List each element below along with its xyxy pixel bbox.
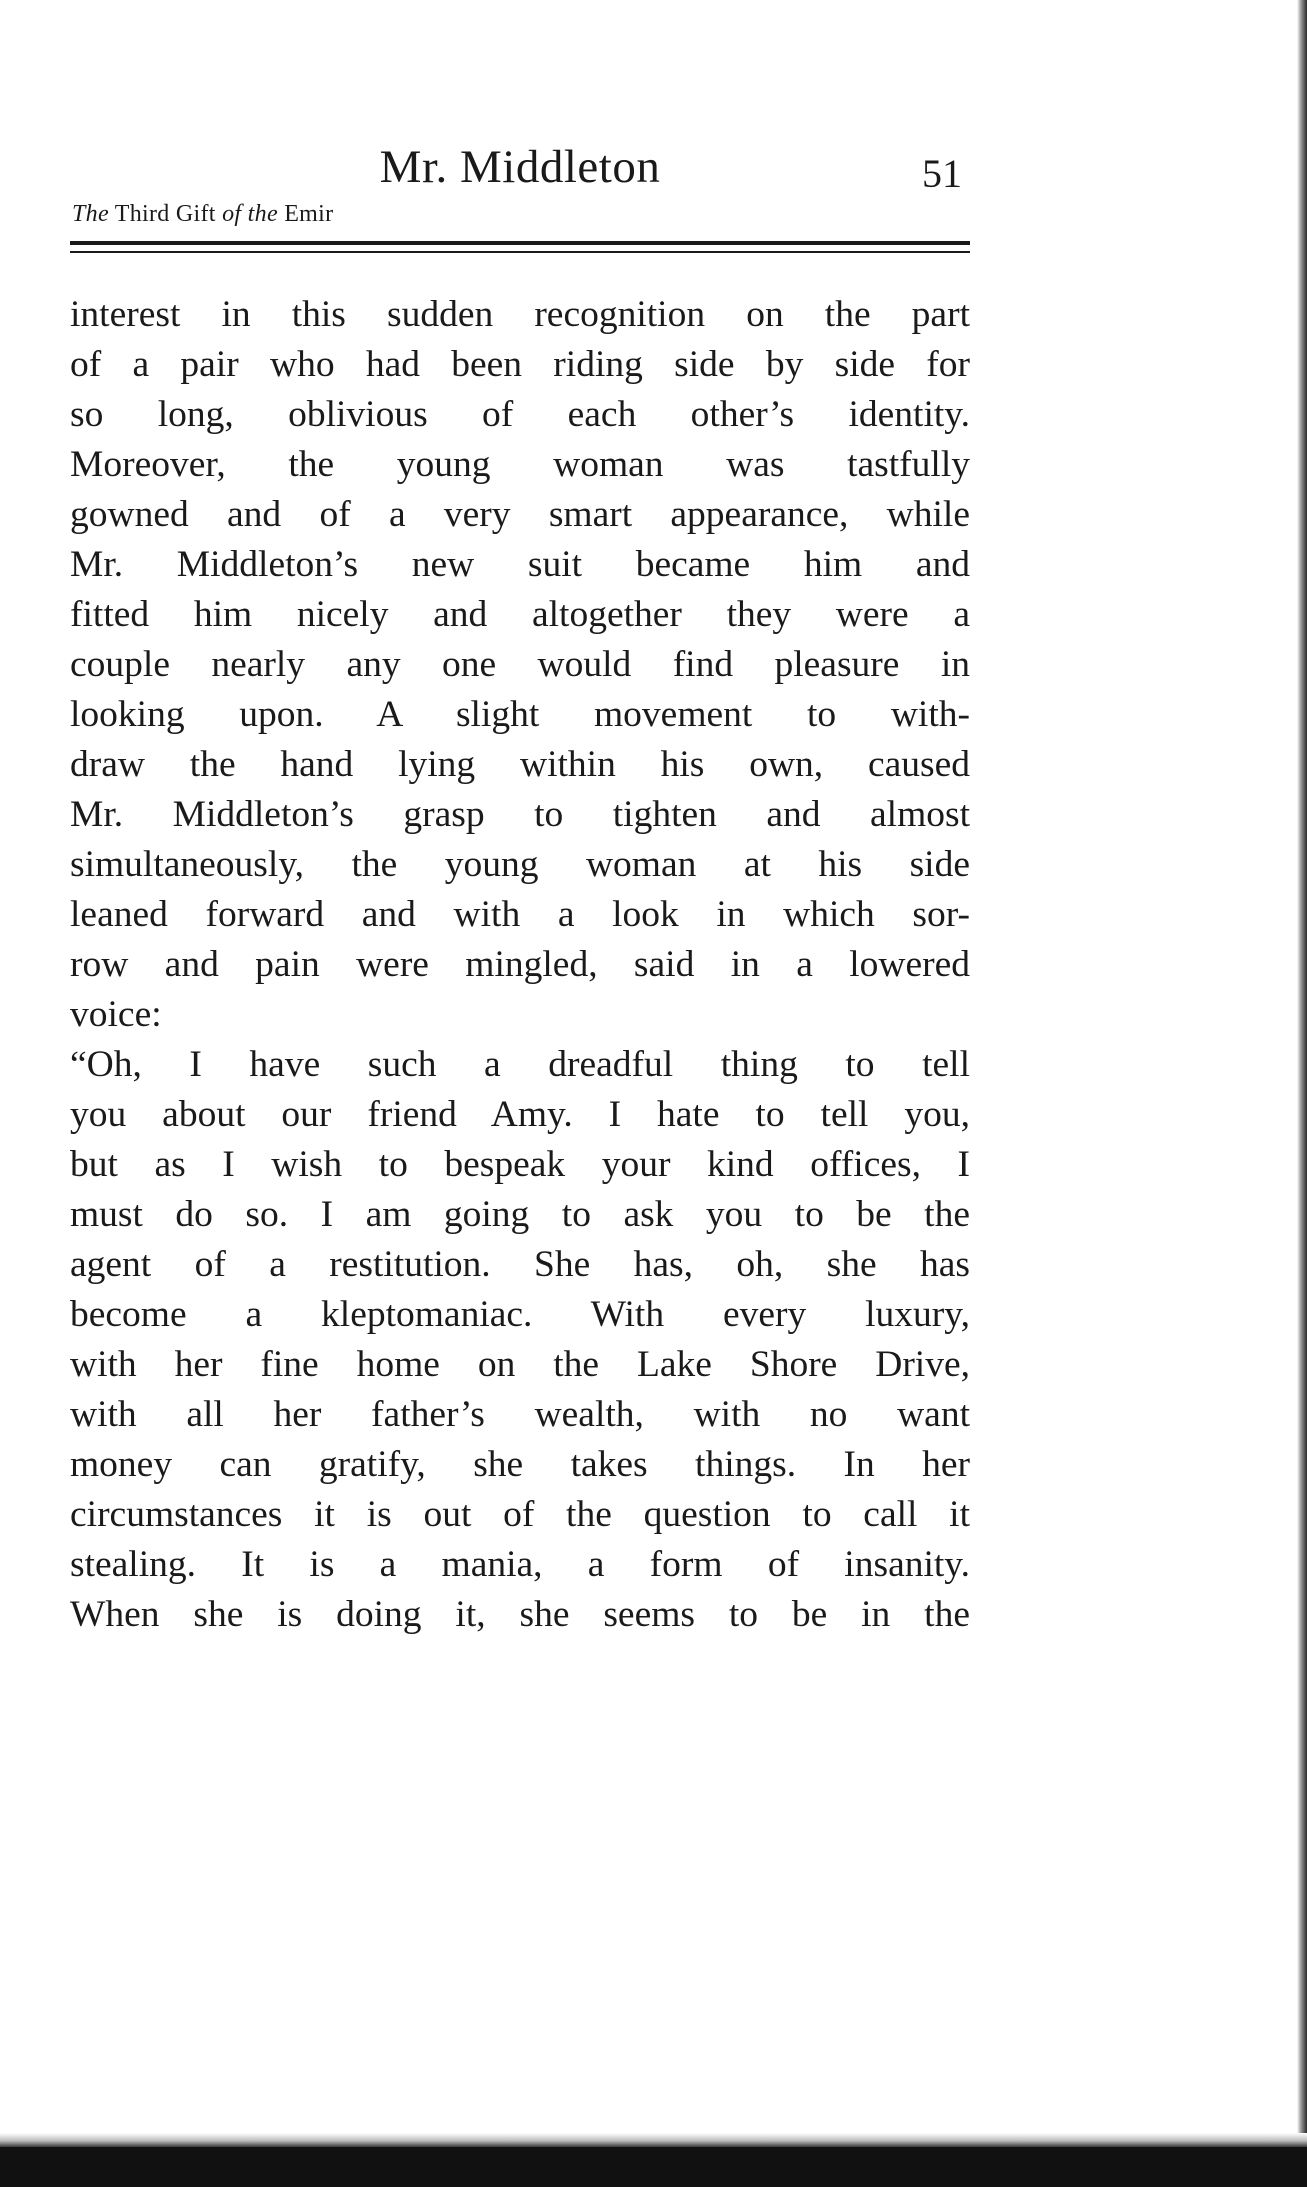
text-line: voice: <box>70 994 162 1035</box>
subtitle-word-of: of <box>222 201 242 227</box>
text-line: Moreover, the young woman was tastfully <box>70 444 970 485</box>
header-rule-thin <box>70 251 970 253</box>
page-number: 51 <box>922 151 962 196</box>
text-line: looking upon. A slight movement to with- <box>70 694 970 735</box>
header-rule-thick <box>70 241 970 245</box>
text-line: gowned and of a very smart appearance, while <box>70 494 970 535</box>
text-line: circumstances it is out of the question to call it <box>70 1494 970 1535</box>
text-line: Mr. Middleton’s grasp to tighten and almost <box>70 794 970 835</box>
page-edge-shadow-right <box>1297 0 1307 2187</box>
text-line: money can gratify, she takes things. In her <box>70 1444 970 1485</box>
text-line: you about our friend Amy. I hate to tell you, <box>70 1094 970 1135</box>
page-edge-fade-bottom <box>0 2133 1307 2147</box>
running-title: Mr. Middleton <box>379 141 661 193</box>
text-line: so long, oblivious of each other’s identity. <box>70 394 970 435</box>
subtitle-word-the: The <box>72 201 109 227</box>
text-line: of a pair who had been riding side by side for <box>70 344 970 385</box>
text-line: draw the hand lying within his own, caused <box>70 744 970 785</box>
text-line: simultaneously, the young woman at his side <box>70 844 970 885</box>
text-line: become a kleptomaniac. With every luxury, <box>70 1294 970 1335</box>
text-line: interest in this sudden recognition on the part <box>70 294 970 335</box>
text-line: When she is doing it, she seems to be in the <box>70 1594 970 1635</box>
text-line: agent of a restitution. She has, oh, she has <box>70 1244 970 1285</box>
book-subtitle <box>72 202 333 226</box>
text-line: “Oh, I have such a dreadful thing to tell <box>70 1044 970 1085</box>
subtitle-third-gift: Third Gift <box>114 201 216 227</box>
text-line: leaned forward and with a look in which sor- <box>70 894 970 935</box>
text-line: must do so. I am going to ask you to be the <box>70 1194 970 1235</box>
text-line: with her fine home on the Lake Shore Drive, <box>70 1344 970 1385</box>
text-line: Mr. Middleton’s new suit became him and <box>70 544 970 585</box>
text-line: but as I wish to bespeak your kind offices, I <box>70 1144 970 1185</box>
body-text <box>70 290 970 1640</box>
subtitle-word-the-2: the <box>247 201 278 227</box>
text-line: row and pain were mingled, said in a lowered <box>70 944 970 985</box>
text-line: fitted him nicely and altogether they were a <box>70 594 970 635</box>
page-edge-shadow-bottom <box>0 2147 1307 2187</box>
text-line: couple nearly any one would find pleasure in <box>70 644 970 685</box>
page-header <box>70 140 970 230</box>
subtitle-emir: Emir <box>284 201 334 227</box>
text-line: stealing. It is a mania, a form of insanity. <box>70 1544 970 1585</box>
text-line: with all her father’s wealth, with no want <box>70 1394 970 1435</box>
